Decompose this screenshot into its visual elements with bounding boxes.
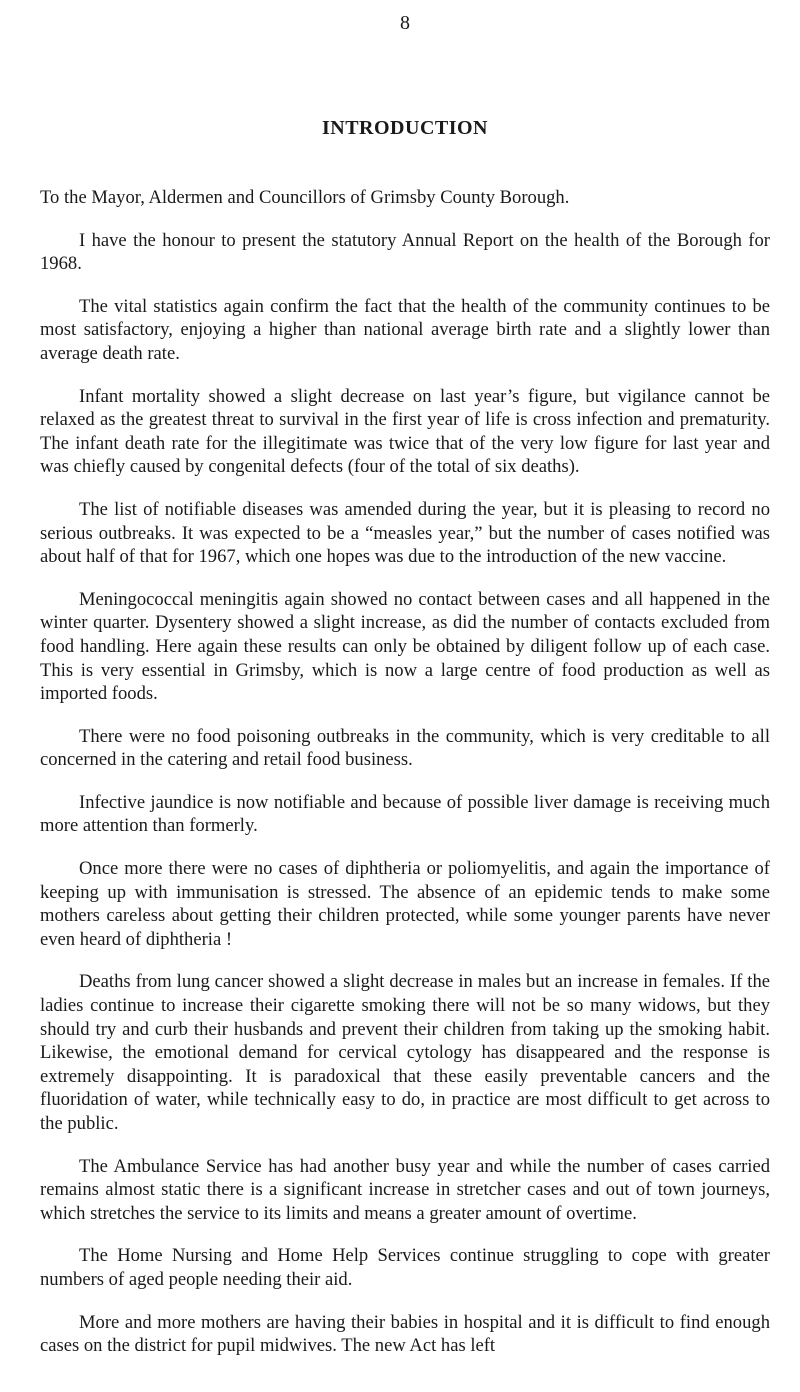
paragraph: Deaths from lung cancer showed a slight decrease in males but an increase in females. If the ladies continue to increase their cigarette smoking there will not be so many widows, but they should try and curb their husbands and prevent their children from taking up the smoking habit. Likewise, the emotional demand for cervical cytology has disappeared and the response is extremely disappointing. It is paradoxical that these easily preventable cancers and the fluoridation of water, while technically easy to do, in practice are most difficult to get across to the public.: [40, 971, 770, 1134]
paragraph: More and more mothers are having their babies in hospital and it is difficult to find enough cases on the district for pupil midwives. The new Act has left: [40, 1311, 770, 1357]
paragraph: I have the honour to present the statutory Annual Report on the health of the Borough for 1968.: [40, 229, 770, 275]
page-number: 8: [400, 12, 410, 34]
document-page: [40, 0, 770, 1377]
paragraph: Infective jaundice is now notifiable and because of possible liver damage is receiving much more attention than formerly.: [40, 791, 770, 837]
body-text: [40, 186, 770, 1358]
paragraph: Once more there were no cases of diphtheria or poliomyelitis, and again the importance of keeping up with immunisation is stressed. The absence of an epidemic tends to make some mothers careless about getting their children protected, while some younger parents have never even heard of diphtheria !: [40, 858, 770, 950]
paragraph: The Home Nursing and Home Help Services continue struggling to cope with greater numbers of aged people needing their aid.: [40, 1245, 770, 1290]
paragraph: The list of notifiable diseases was amended during the year, but it is pleasing to record no serious outbreaks. It was expected to be a “measles year,” but the number of cases notified was about half of that for 1967, which one hopes was due to the introduction of the new vaccine.: [40, 498, 770, 568]
paragraph: Meningococcal meningitis again showed no contact between cases and all happened in the winter quarter. Dysentery showed a slight increase, as did the number of contacts excluded from food handling. Here again these results can only be obtained by diligent follow up of each case. This is very essential in Grimsby, which is now a large centre of food production as well as imported foods.: [40, 588, 770, 705]
paragraph: The Ambulance Service has had another busy year and while the number of cases carried remains almost static there is a significant increase in stretcher cases and out of town journeys, which stretches the service to its limits and means a greater amount of overtime.: [40, 1155, 770, 1224]
paragraph: The vital statistics again confirm the fact that the health of the community continues to be most satisfactory, enjoying a higher than national average birth rate and a slightly lower than average death rate.: [40, 295, 770, 364]
salutation: To the Mayor, Aldermen and Councillors of Grimsby County Borough.: [40, 187, 570, 208]
page-title: INTRODUCTION: [321, 117, 489, 139]
paragraph: Infant mortality showed a slight decrease on last year’s figure, but vigilance cannot be relaxed as the greatest threat to survival in the first year of life is cross infection and prematurity. The infant death rate for the illegitimate was twice that of the very low figure for last year and was chiefly caused by congenital defects (four of the total of six deaths).: [40, 385, 770, 478]
paragraph: There were no food poisoning outbreaks in the community, which is very creditable to all concerned in the catering and retail food business.: [40, 725, 770, 771]
